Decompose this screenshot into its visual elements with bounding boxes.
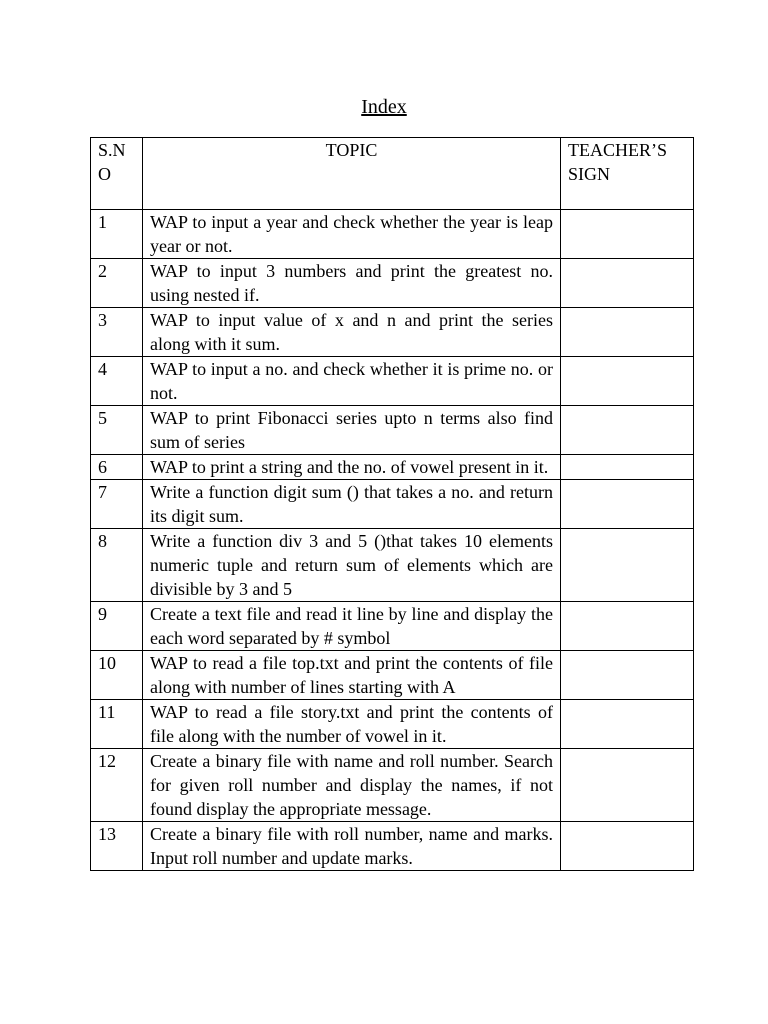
index-table	[90, 137, 694, 871]
row-teachers-sign	[561, 406, 694, 455]
row-topic: Create a text file and read it line by line and display the each word separated by # symbol	[143, 602, 561, 651]
row-teachers-sign	[561, 822, 694, 871]
row-teachers-sign	[561, 529, 694, 602]
table-row	[91, 210, 694, 259]
table-header-row	[91, 138, 694, 210]
header-topic: TOPIC	[143, 138, 561, 210]
row-teachers-sign	[561, 602, 694, 651]
row-topic: Write a function digit sum () that takes a no. and return its digit sum.	[143, 480, 561, 529]
table-row	[91, 480, 694, 529]
row-topic: WAP to print Fibonacci series upto n terms also find sum of series	[143, 406, 561, 455]
table-body	[91, 210, 694, 871]
row-topic: WAP to read a file story.txt and print the contents of file along with the number of vowel in it.	[143, 700, 561, 749]
row-number: 8	[91, 529, 143, 602]
row-teachers-sign	[561, 259, 694, 308]
row-topic: Create a binary file with name and roll number. Search for given roll number and display the names, if not found display the appropriate message.	[143, 749, 561, 822]
row-number: 6	[91, 455, 143, 480]
table-row	[91, 651, 694, 700]
page-title: Index	[361, 96, 407, 118]
row-number: 7	[91, 480, 143, 529]
row-topic: WAP to input a year and check whether the year is leap year or not.	[143, 210, 561, 259]
header-sign-line1: TEACHER’S	[568, 140, 667, 160]
header-teachers-sign	[561, 138, 694, 210]
row-number: 3	[91, 308, 143, 357]
row-topic: WAP to input value of x and n and print the series along with it sum.	[143, 308, 561, 357]
row-number: 2	[91, 259, 143, 308]
row-number: 1	[91, 210, 143, 259]
row-number: 5	[91, 406, 143, 455]
row-topic: Write a function div 3 and 5 ()that takes 10 elements numeric tuple and return sum of elements which are divisible by 3 and 5	[143, 529, 561, 602]
table-row	[91, 822, 694, 871]
row-topic: WAP to print a string and the no. of vowel present in it.	[143, 455, 561, 480]
row-number: 4	[91, 357, 143, 406]
row-teachers-sign	[561, 700, 694, 749]
table-row	[91, 259, 694, 308]
header-sno-line1: S.N	[98, 140, 126, 160]
row-topic: WAP to input a no. and check whether it is prime no. or not.	[143, 357, 561, 406]
row-teachers-sign	[561, 455, 694, 480]
table-row	[91, 602, 694, 651]
row-number: 9	[91, 602, 143, 651]
row-teachers-sign	[561, 357, 694, 406]
row-teachers-sign	[561, 308, 694, 357]
table-row	[91, 406, 694, 455]
table-row	[91, 357, 694, 406]
row-number: 13	[91, 822, 143, 871]
row-topic: Create a binary file with roll number, name and marks. Input roll number and update marks.	[143, 822, 561, 871]
table-row	[91, 308, 694, 357]
row-teachers-sign	[561, 480, 694, 529]
header-sno	[91, 138, 143, 210]
header-sno-line2: O	[98, 164, 111, 184]
table-row	[91, 529, 694, 602]
row-number: 11	[91, 700, 143, 749]
table-row	[91, 455, 694, 480]
row-teachers-sign	[561, 749, 694, 822]
table-row	[91, 749, 694, 822]
header-sign-line2: SIGN	[568, 164, 611, 184]
row-number: 10	[91, 651, 143, 700]
row-number: 12	[91, 749, 143, 822]
row-teachers-sign	[561, 210, 694, 259]
table-row	[91, 700, 694, 749]
row-teachers-sign	[561, 651, 694, 700]
row-topic: WAP to input 3 numbers and print the greatest no. using nested if.	[143, 259, 561, 308]
row-topic: WAP to read a file top.txt and print the contents of file along with number of lines starting with A	[143, 651, 561, 700]
